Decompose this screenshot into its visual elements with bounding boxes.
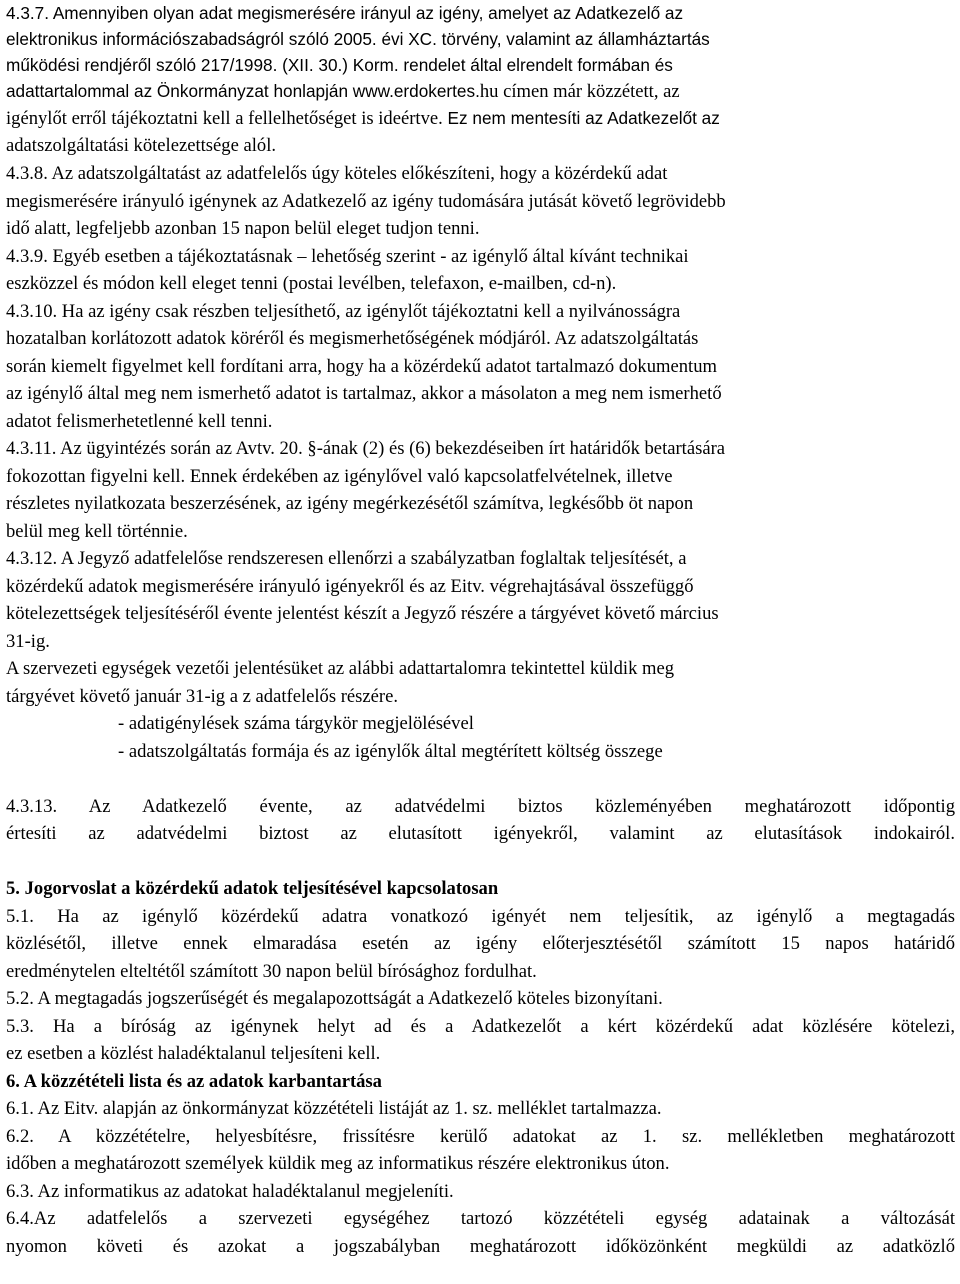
text-line: megismerésére irányuló igénynek az Adatkezelő az igény tudomására jutását követő legrövidebb bbox=[6, 191, 726, 212]
text-line: adatszolgáltatási kötelezettsége alól. bbox=[6, 135, 277, 156]
text-line-part: hu címen már közzétett, az bbox=[479, 81, 680, 102]
text-line-part: adattartalommal az Önkormányzat honlapján www.erdokertes. bbox=[6, 81, 480, 101]
text-line: eszközzel és módon kell eleget tenni (postai levélben, telefaxon, e-mailben, cd-n). bbox=[6, 273, 617, 294]
text-line-part: Ez nem mentesíti az Adatkezelőt az bbox=[442, 108, 720, 128]
section-heading: 6. A közzétételi lista és az adatok karbantartása bbox=[6, 1071, 382, 1092]
text-line: fokozottan figyelni kell. Ennek érdekében az igénylővel való kapcsolatfelvételnek, illetve bbox=[6, 466, 673, 487]
text-line: 4.3.7. Amennyiben olyan adat megismerésére irányul az igény, amelyet az Adatkezelő az bbox=[6, 3, 684, 23]
text-line: 4.3.12. A Jegyző adatfelelőse rendszeresen ellenőrzi a szabályzatban foglaltak teljesítését, a bbox=[6, 548, 687, 569]
text-line: részletes nyilatkozata beszerzésének, az igény megérkezésétől számítva, legkésőbb öt napon bbox=[6, 493, 694, 514]
text-line bbox=[6, 160, 955, 187]
text-line: idő alatt, legfeljebb azonban 15 napon belül eleget tudjon tenni. bbox=[6, 218, 480, 239]
text-line: 4.3.9. Egyéb esetben a tájékoztatásnak – lehetőség szerint - az igénylő által kívánt technikai bbox=[6, 246, 689, 267]
text-line: értesíti az adatvédelmi biztost az elutasított igényekről, valamint az elutasítások indokairól. bbox=[6, 823, 955, 844]
text-line-part: 4.3.8. bbox=[6, 163, 48, 184]
text-line: elektronikus információszabadságról szóló 2005. évi XC. törvény, valamint az államháztartás bbox=[6, 29, 710, 49]
text-line: nyomon követi és azokat a jogszabályban meghatározott időközönként megküldi az adatközlő bbox=[6, 1236, 955, 1257]
text-line: 6.2. A közzétételre, helyesbítésre, frissítésre kerülő adatokat az 1. sz. mellékletben meghatározott bbox=[6, 1126, 955, 1147]
text-line: tárgyévet követő január 31-ig a z adatfelelős részére. bbox=[6, 686, 399, 707]
text-line: hozatalban korlátozott adatok köréről és megismerhetőségének módjáról. Az adatszolgáltatás bbox=[6, 328, 699, 349]
text-line: 4.3.10. Ha az igény csak részben teljesíthető, az igénylőt tájékoztatni kell a nyilvánosságra bbox=[6, 301, 681, 322]
text-line-part: igénylőt erről tájékoztatni kell a fellelhetőséget is ideértve. bbox=[6, 108, 443, 129]
text-line: során kiemelt figyelmet kell fordítani arra, hogy ha a közérdekű adatot tartalmazó dokumentum bbox=[6, 356, 717, 377]
text-line: az igénylő által meg nem ismerhető adatot is tartalmaz, akkor a másolaton a meg nem ismerhető bbox=[6, 383, 722, 404]
text-line: időben a meghatározott személyek küldik meg az informatikus részére elektronikus úton. bbox=[6, 1153, 670, 1174]
text-line: 31-ig. bbox=[6, 631, 50, 652]
text-line bbox=[6, 78, 955, 105]
text-line: belül meg kell történnie. bbox=[6, 521, 188, 542]
text-line: 4.3.11. Az ügyintézés során az Avtv. 20. §-ának (2) és (6) bekezdéseiben írt határidők betartására bbox=[6, 438, 726, 459]
text-line: A szervezeti egységek vezetői jelentésüket az alábbi adattartalomra tekintettel küldik meg bbox=[6, 658, 675, 679]
text-line: adatot felismerhetetlenné kell tenni. bbox=[6, 411, 273, 432]
text-line-part: Az adatszolgáltatást az adatfelelős úgy köteles előkészíteni, hogy a közérdekű adat bbox=[47, 163, 668, 184]
text-line: 5.1. Ha az igénylő közérdekű adatra vonatkozó igényét nem teljesítik, az igénylő a megtagadás bbox=[6, 906, 955, 927]
text-line: kötelezettségek teljesítéséről évente jelentést készít a Jegyző részére a tárgyévet követő március bbox=[6, 603, 719, 624]
text-line: 6.1. Az Eitv. alapján az önkormányzat közzétételi listáját az 1. sz. melléklet tartalmazza. bbox=[6, 1098, 662, 1119]
text-line: közérdekű adatok megismerésére irányuló igényekről és az Eitv. végrehajtásával összefüggő bbox=[6, 576, 694, 597]
text-line bbox=[6, 105, 955, 132]
text-line: 5.3. Ha a bíróság az igénynek helyt ad és a Adatkezelőt a kért közérdekű adat közlésére kötelezi, bbox=[6, 1016, 955, 1037]
text-line: 4.3.13. Az Adatkezelő évente, az adatvédelmi biztos közleményében meghatározott időpontig bbox=[6, 796, 955, 817]
text-line: közlésétől, illetve ennek elmaradása esetén az igény előterjesztésétől számított 15 napos határidő bbox=[6, 933, 955, 954]
list-item: - adatigénylések száma tárgykör megjelölésével bbox=[118, 713, 474, 734]
text-line: 5.2. A megtagadás jogszerűségét és megalapozottságát a Adatkezelő köteles bizonyítani. bbox=[6, 988, 663, 1009]
text-line: eredménytelen elteltétől számított 30 napon belül bírósághoz fordulhat. bbox=[6, 961, 537, 982]
text-line: ez esetben a közlést haladéktalanul teljesíteni kell. bbox=[6, 1043, 381, 1064]
text-line: 6.3. Az informatikus az adatokat haladéktalanul megjeleníti. bbox=[6, 1181, 454, 1202]
text-line: 6.4.Az adatfelelős a szervezeti egységéhez tartozó közzétételi egység adatainak a változását bbox=[6, 1208, 955, 1229]
text-line: működési rendjéről szóló 217/1998. (XII. 30.) Korm. rendelet által elrendelt formában és bbox=[6, 55, 673, 75]
section-heading: 5. Jogorvoslat a közérdekű adatok teljesítésével kapcsolatosan bbox=[6, 878, 499, 899]
list-item: - adatszolgáltatás formája és az igénylők által megtérített költség összege bbox=[118, 741, 663, 762]
